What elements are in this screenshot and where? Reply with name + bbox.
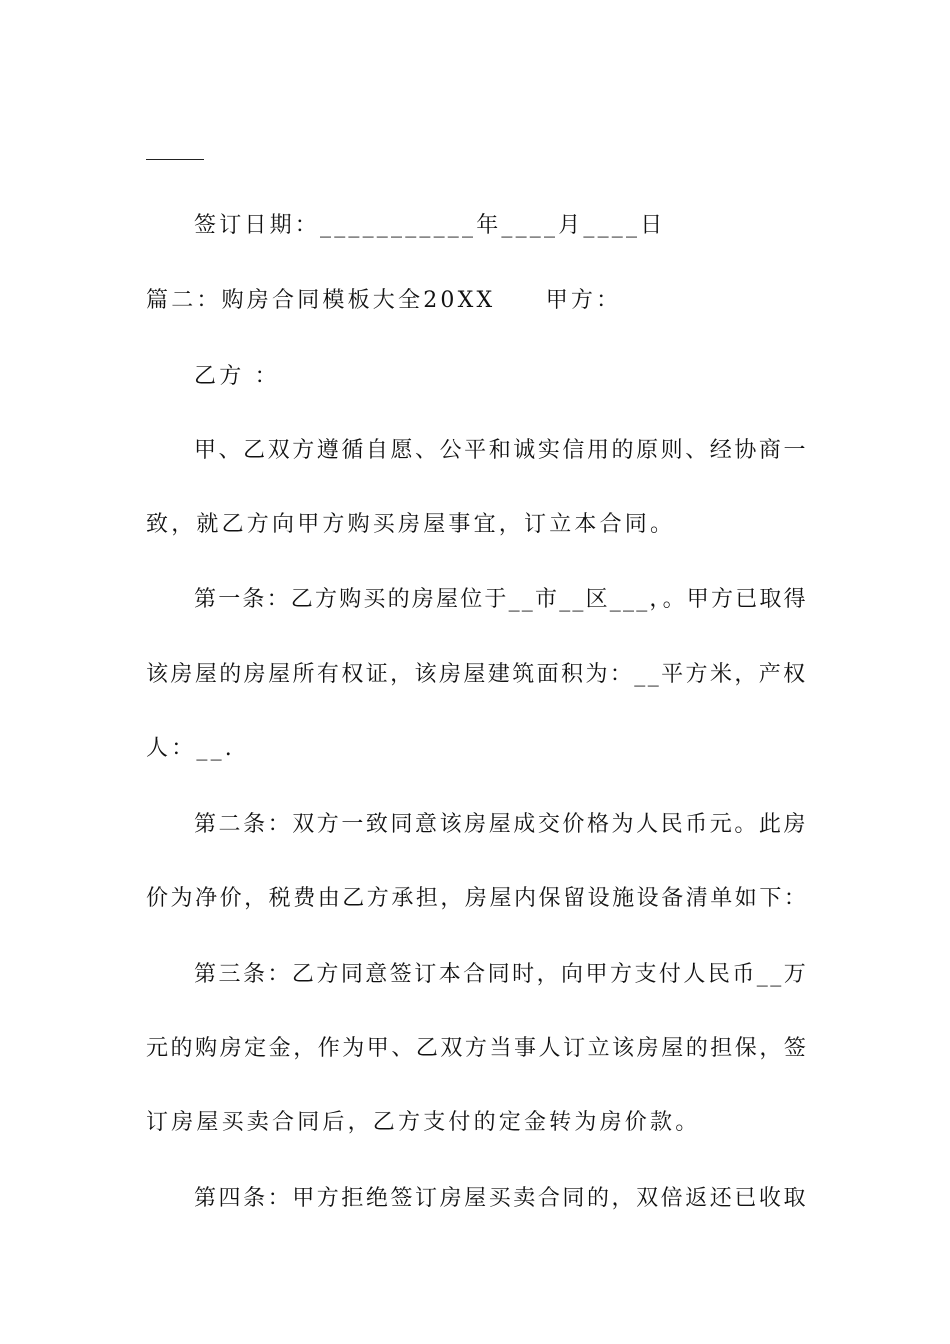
article-3-line-2: 元的购房定金，作为甲、乙双方当事人订立该房屋的担保，签 xyxy=(146,1036,809,1061)
sign-date-line: 签订日期：___________年____月____日 xyxy=(194,213,666,238)
article-1-line-1: 第一条：乙方购买的房屋位于__市__区___，。甲方已取得 xyxy=(194,587,808,612)
article-3-line-3: 订房屋买卖合同后，乙方支付的定金转为房价款。 xyxy=(146,1110,701,1135)
article-4-line-1: 第四条：甲方拒绝签订房屋买卖合同的，双倍返还已收取 xyxy=(194,1186,809,1211)
article-1-line-3: 人：__. xyxy=(146,736,235,761)
article-2-line-2: 价为净价，税费由乙方承担，房屋内保留设施设备清单如下： xyxy=(146,886,809,911)
party-b-line: 乙方 ： xyxy=(194,364,280,389)
article-1-line-2: 该房屋的房屋所有权证，该房屋建筑面积为：__平方米，产权 xyxy=(146,662,808,687)
article-2-line-1: 第二条：双方一致同意该房屋成交价格为人民币元。此房 xyxy=(194,812,809,837)
paragraph-1-line-2: 致，就乙方向甲方购买房屋事宜，订立本合同。 xyxy=(146,512,676,537)
section-two-heading: 篇二：购房合同模板大全20XX 甲方： xyxy=(146,288,622,313)
paragraph-1-line-1: 甲、乙双方遵循自愿、公平和诚实信用的原则、经协商一 xyxy=(194,438,809,463)
article-3-line-1: 第三条：乙方同意签订本合同时，向甲方支付人民币__万 xyxy=(194,962,809,987)
leading-blank-line xyxy=(146,159,204,160)
